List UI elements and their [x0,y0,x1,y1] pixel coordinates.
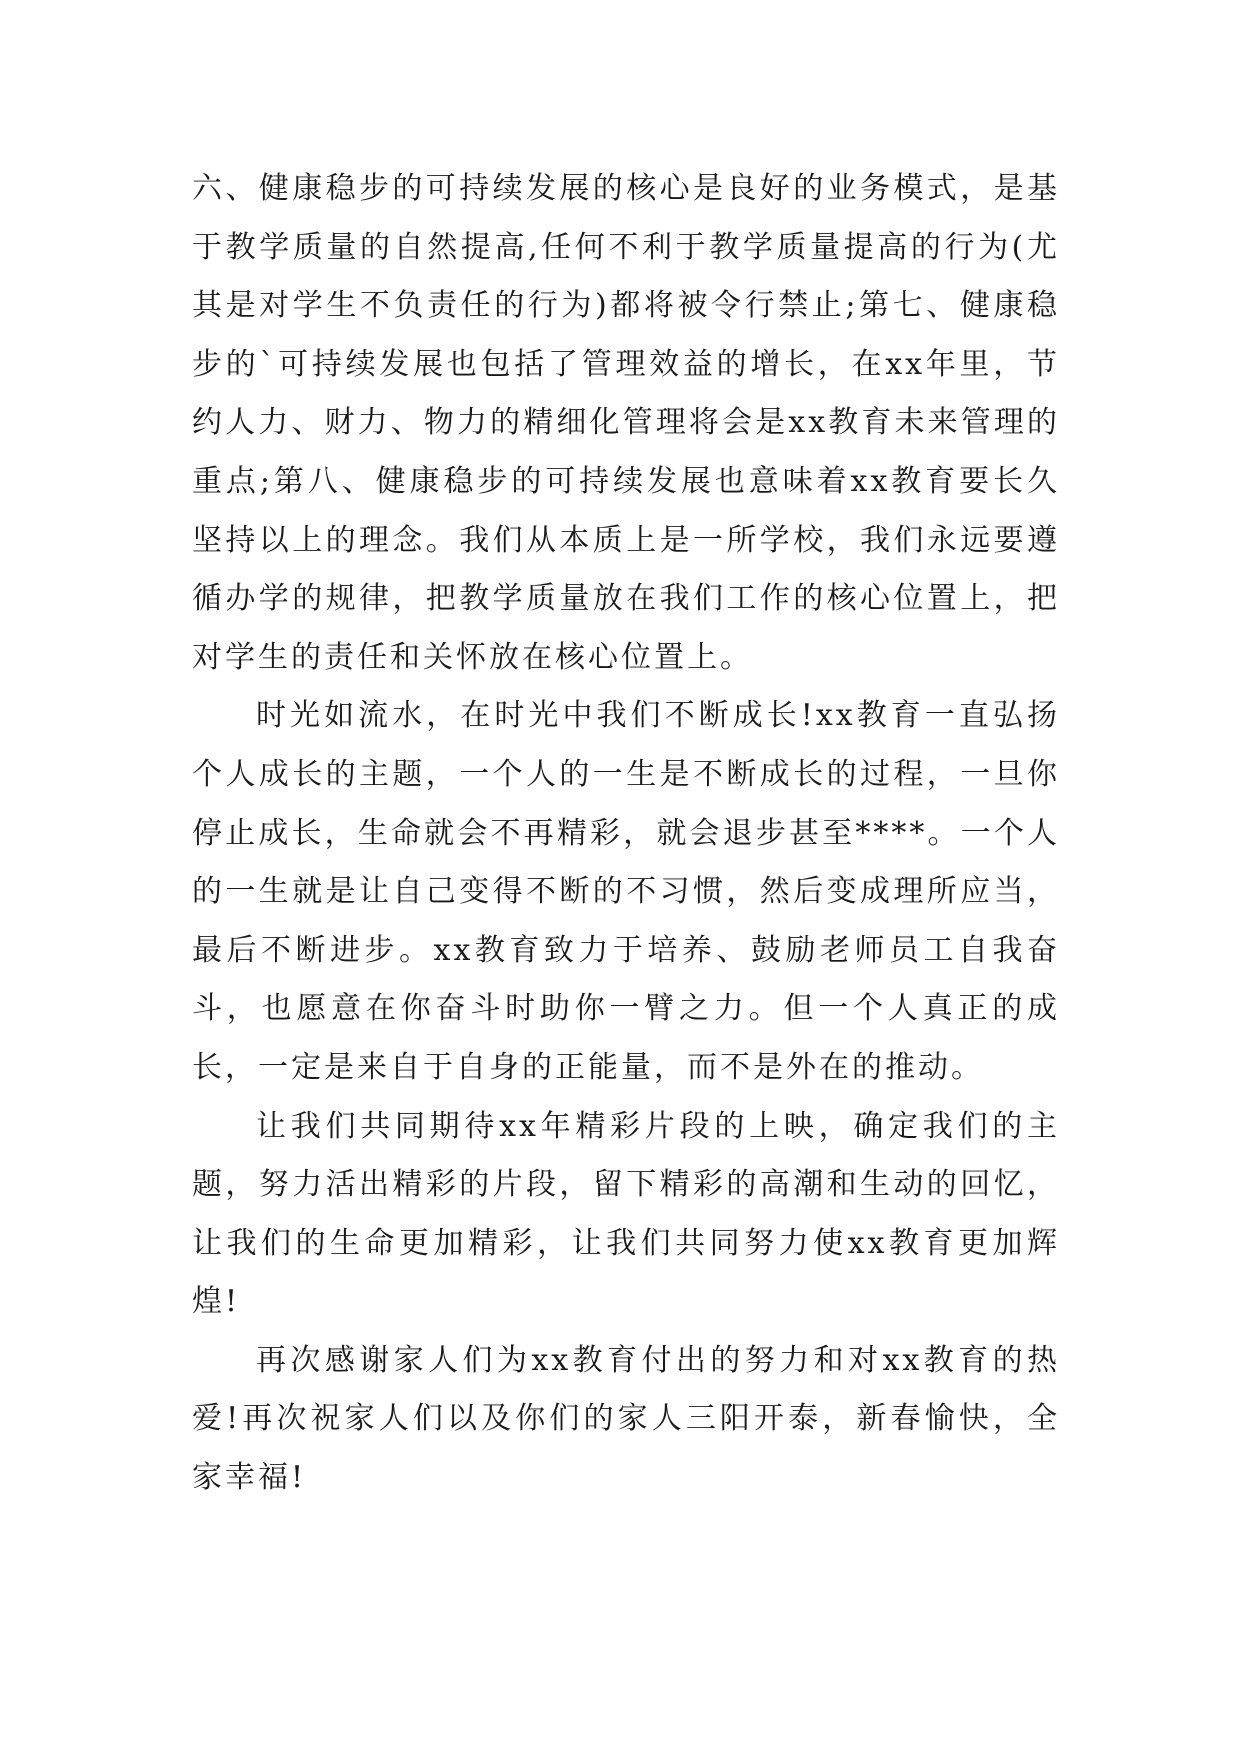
paragraph-2: 时光如流水，在时光中我们不断成长!xx教育一直弘扬个人成长的主题，一个人的一生是不断成长的过程，一旦你停止成长，生命就会不再精彩，就会退步甚至****。一个人的一生就是让自己变得不断的不习惯，然后变成理所应当，最后不断进步。xx教育致力于培养、鼓励老师员工自我奋斗，也愿意在你奋斗时助你一臂之力。但一个人真正的成长，一定是来自于自身的正能量，而不是外在的推动。 [192,698,1060,1085]
paragraph-1: 六、健康稳步的可持续发展的核心是良好的业务模式，是基于教学质量的自然提高,任何不利于教学质量提高的行为(尤其是对学生不负责任的行为)都将被令行禁止;第七、健康稳步的`可持续发展也包括了管理效益的增长，在xx年里，节约人力、财力、物力的精细化管理将会是xx教育未来管理的重点;第八、健康稳步的可持续发展也意味着xx教育要长久坚持以上的理念。我们从本质上是一所学校，我们永远要遵循办学的规律，把教学质量放在我们工作的核心位置上，把对学生的责任和关怀放在核心位置上。 [192,171,1060,675]
paragraph-3: 让我们共同期待xx年精彩片段的上映，确定我们的主题，努力活出精彩的片段，留下精彩的高潮和生动的回忆，让我们的生命更加精彩，让我们共同努力使xx教育更加辉煌! [192,1108,1060,1320]
document-body [192,160,1060,1508]
paragraph-4: 再次感谢家人们为xx教育付出的努力和对xx教育的热爱!再次祝家人们以及你们的家人三阳开泰，新春愉快，全家幸福! [192,1342,1060,1496]
